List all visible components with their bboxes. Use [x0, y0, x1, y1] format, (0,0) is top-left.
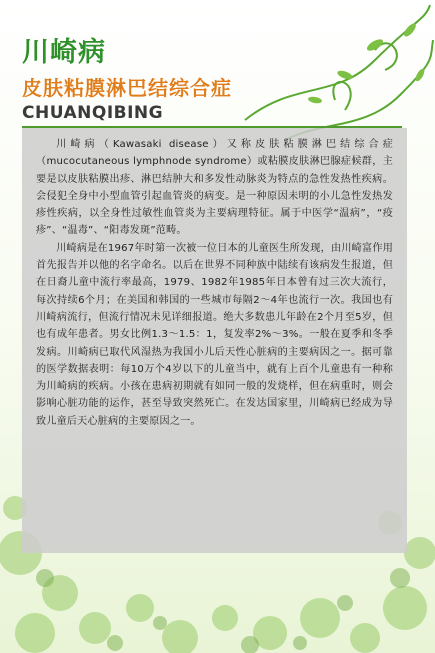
article-content-box [22, 128, 407, 553]
article-paragraph-1: 川崎病（Kawasaki disease）又称皮肤粘膜淋巴结综合症（mucocutaneous lymphnode syndrome）或粘膜皮肤淋巴腺症候群，主要是以皮肤粘膜出疹、淋巴结肿大和多发性动脉炎为特点的急性发热性疾病。会侵犯全身中小型血管引起血管炎的病变。是一种原因未明的小儿急性发热发疹性疾病，以全身性过敏性血管炎为主要病理特征。属于中医学“温病”，“疫疹”、“温毒”、“阳毒发斑”范畴。 [36, 139, 393, 237]
page-title-english: CHUANQIBING [22, 103, 164, 123]
page-subtitle: 皮肤粘膜淋巴结综合症 [22, 76, 232, 100]
page-title: 川崎病 [22, 37, 106, 68]
article-paragraph-2: 川崎病是在1967年时第一次被一位日本的儿童医生所发现，由川崎富作用首先报告并以他的名字命名。以后在世界不同种族中陆续有该病发生报道，但在日裔儿童中流行率最高，1979、1982年1985年日本曾有过三次大流行，每次持续6个月；在美国和韩国的一些城市每隔2～4年也流行一次。我国也有川崎病流行，但流行情况未见详细报道。绝大多数患儿年龄在2个月至5岁，但也有成年患者。男女比例1.3～1.5：1，复发率2%～3%。一般在夏季和冬季发病。川崎病已取代风湿热为我国小儿后天性心脏病的主要病因之一。据可靠的医学数据表明：每10万个4岁以下的儿童当中，就有上百个儿童患有一种称为川崎病的疾病。小孩在患病初期就有如同一般的发烧样，但在病重时，则会影响心脏功能的运作，甚至导致突然死亡。在发达国家里，川崎病已经成为导致儿童后天心脏病的主要原因之一。 [36, 242, 393, 427]
